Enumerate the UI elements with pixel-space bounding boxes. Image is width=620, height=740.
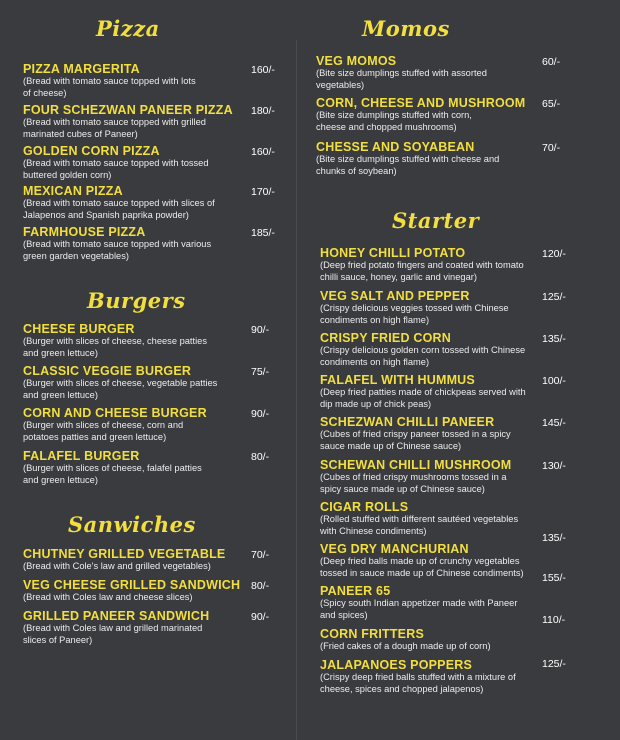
item-name: SCHEZWAN CHILLI PANEER <box>320 415 495 429</box>
item-price: 60/- <box>542 56 561 68</box>
item-price: 130/- <box>542 460 566 472</box>
item-description: (Deep fried potato fingers and coated with tomato chilli sauce, honey, garlic and vinegar) <box>320 260 524 282</box>
item-name: CORN AND CHEESE BURGER <box>23 406 207 420</box>
item-description: (Burger with slices of cheese, cheese patties and green lettuce) <box>23 336 207 358</box>
item-price: 100/- <box>542 375 566 387</box>
item-price: 90/- <box>251 611 270 623</box>
item-price: 185/- <box>251 227 275 239</box>
item-name: VEG CHEESE GRILLED SANDWICH <box>23 578 241 592</box>
item-price: 110/- <box>542 614 566 626</box>
item-name: CORN FRITTERS <box>320 627 424 641</box>
item-name: VEG MOMOS <box>316 54 397 68</box>
section-title-momos: Momos <box>362 16 450 41</box>
item-price: 120/- <box>542 248 566 260</box>
item-name: CHESSE AND SOYABEAN <box>316 140 475 154</box>
item-name: GRILLED PANEER SANDWICH <box>23 609 210 623</box>
item-name: HONEY CHILLI POTATO <box>320 246 466 260</box>
section-title-sandwiches: Sanwiches <box>68 512 196 537</box>
item-price: 125/- <box>542 658 566 670</box>
section-title-burgers: Burgers <box>87 288 186 313</box>
item-price: 90/- <box>251 408 270 420</box>
item-name: MEXICAN PIZZA <box>23 184 123 198</box>
item-description: (Crispy deep fried balls stuffed with a mixture of cheese, spices and chopped jalapenos) <box>320 672 516 694</box>
item-price: 160/- <box>251 64 275 76</box>
item-name: CIGAR ROLLS <box>320 500 409 514</box>
item-price: 170/- <box>251 186 275 198</box>
column-divider <box>296 40 297 740</box>
item-name: JALAPANOES POPPERS <box>320 658 473 672</box>
item-price: 145/- <box>542 417 566 429</box>
item-description: (Bread with tomato sauce topped with various green garden vegetables) <box>23 239 212 261</box>
item-name: CHEESE BURGER <box>23 322 135 336</box>
item-name: PIZZA MARGERITA <box>23 62 140 76</box>
item-price: 80/- <box>251 451 270 463</box>
section-title-pizza: Pizza <box>96 16 160 41</box>
item-price: 135/- <box>542 333 566 345</box>
item-description: (Crispy delicious veggies tossed with Chinese condiments on high flame) <box>320 303 509 325</box>
item-description: (Bread with tomato sauce topped with lots of cheese) <box>23 76 196 98</box>
item-description: (Deep fried patties made of chickpeas served with dip made up of chick peas) <box>320 387 526 409</box>
item-price: 70/- <box>251 549 270 561</box>
item-name: FARMHOUSE PIZZA <box>23 225 146 239</box>
item-price: 65/- <box>542 98 561 110</box>
item-name: FALAFEL BURGER <box>23 449 140 463</box>
item-name: VEG DRY MANCHURIAN <box>320 542 469 556</box>
item-description: (Bread with tomato sauce topped with slices of Jalapenos and Spanish paprika powder) <box>23 198 215 220</box>
item-name: CRISPY FRIED CORN <box>320 331 451 345</box>
item-price: 180/- <box>251 105 275 117</box>
item-name: PANEER 65 <box>320 584 391 598</box>
item-description: (Burger with slices of cheese, corn and potatoes patties and green lettuce) <box>23 420 184 442</box>
item-description: (Burger with slices of cheese, vegetable patties and green lettuce) <box>23 378 218 400</box>
section-title-starter: Starter <box>392 208 480 233</box>
item-price: 155/- <box>542 572 566 584</box>
item-price: 160/- <box>251 146 275 158</box>
item-description: (Bite size dumplings stuffed with corn, cheese and chopped mushrooms) <box>316 110 472 132</box>
item-description: (Bread with Coles law and grilled marinated slices of Paneer) <box>23 623 203 645</box>
item-description: (Crispy delicious golden corn tossed with Chinese condiments on high flame) <box>320 345 526 367</box>
item-name: FOUR SCHEZWAN PANEER PIZZA <box>23 103 233 117</box>
item-price: 135/- <box>542 532 566 544</box>
item-description: (Bread with Cole's law and grilled vegetables) <box>23 561 211 571</box>
item-price: 75/- <box>251 366 270 378</box>
item-description: (Bread with tomato sauce topped with tossed buttered golden corn) <box>23 158 209 180</box>
item-description: (Cubes of fried crispy mushrooms tossed in a spicy sauce made up of Chinese sauce) <box>320 472 507 494</box>
item-description: (Bread with tomato sauce topped with grilled marinated cubes of Paneer) <box>23 117 206 139</box>
item-price: 125/- <box>542 291 566 303</box>
item-description: (Cubes of fried crispy paneer tossed in a spicy sauce made up of Chinese sauce) <box>320 429 511 451</box>
item-name: CHUTNEY GRILLED VEGETABLE <box>23 547 226 561</box>
item-name: CLASSIC VEGGIE BURGER <box>23 364 192 378</box>
item-price: 80/- <box>251 580 270 592</box>
item-description: (Burger with slices of cheese, falafel patties and green lettuce) <box>23 463 202 485</box>
item-description: (Deep fried balls made up of crunchy vegetables tossed in sauce made up of Chinese condiments) <box>320 556 524 578</box>
item-description: (Bread with Coles law and cheese slices) <box>23 592 193 602</box>
item-description: (Spicy south Indian appetizer made with Paneer and spices) <box>320 598 518 620</box>
item-name: VEG SALT AND PEPPER <box>320 289 470 303</box>
item-name: GOLDEN CORN PIZZA <box>23 144 160 158</box>
item-description: (Rolled stuffed with different sautéed vegetables with Chinese condiments) <box>320 514 519 536</box>
item-price: 90/- <box>251 324 270 336</box>
item-name: CORN, CHEESE AND MUSHROOM <box>316 96 526 110</box>
item-description: (Bite size dumplings stuffed with assorted vegetables) <box>316 68 487 90</box>
item-description: (Fried cakes of a dough made up of corn) <box>320 641 491 651</box>
item-description: (Bite size dumplings stuffed with cheese and chunks of soybean) <box>316 154 500 176</box>
item-price: 70/- <box>542 142 561 154</box>
item-name: SCHEWAN CHILLI MUSHROOM <box>320 458 512 472</box>
item-name: FALAFEL WITH HUMMUS <box>320 373 475 387</box>
